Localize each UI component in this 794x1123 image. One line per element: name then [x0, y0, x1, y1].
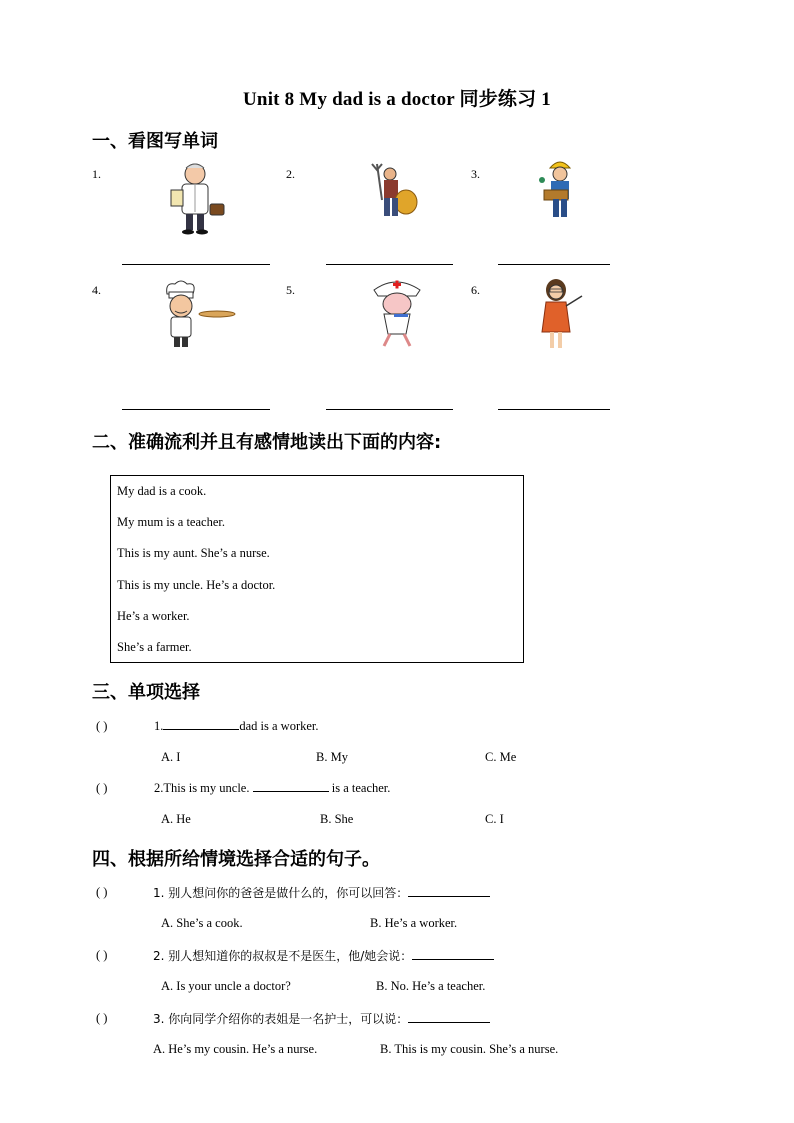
doctor-icon: [162, 160, 228, 236]
option-c[interactable]: C. Me: [485, 750, 517, 764]
question-1: [153, 884, 490, 901]
item-number: 6.: [471, 283, 480, 297]
answer-paren[interactable]: ( ): [96, 781, 108, 795]
item-number: 5.: [286, 283, 295, 297]
answer-line[interactable]: [122, 409, 270, 410]
answer-line[interactable]: [326, 264, 453, 265]
answer-paren[interactable]: ( ): [96, 948, 108, 962]
option-b[interactable]: B. He’s a worker.: [370, 916, 458, 930]
cook-icon: [155, 278, 237, 350]
item-number: 3.: [471, 167, 480, 181]
option-c[interactable]: C. I: [485, 812, 504, 826]
option-a[interactable]: A. I: [161, 750, 181, 764]
option-a[interactable]: A. She’s a cook.: [161, 916, 243, 930]
section-heading-4: 四、根据所给情境选择合适的句子。: [92, 849, 380, 870]
question-text: is a teacher.: [331, 781, 391, 795]
fill-blank[interactable]: [408, 1012, 490, 1023]
section-heading-2: 二、准确流利并且有感情地读出下面的内容:: [92, 432, 442, 453]
question-2: [153, 947, 494, 964]
question-text: 3. 你向同学介绍你的表姐是一名护士，可以说：: [153, 1012, 409, 1026]
fill-blank[interactable]: [408, 886, 490, 897]
answer-paren[interactable]: ( ): [96, 885, 108, 899]
answer-line[interactable]: [326, 409, 453, 410]
option-b[interactable]: B. My: [316, 750, 348, 764]
fill-blank[interactable]: [412, 949, 494, 960]
answer-line[interactable]: [498, 409, 610, 410]
reading-line: This is my aunt. She’s a nurse.: [117, 546, 270, 560]
reading-box: [110, 475, 524, 663]
section-heading-1: 一、看图写单词: [92, 131, 218, 152]
option-a[interactable]: A. He: [161, 812, 191, 826]
nurse-icon: [360, 278, 434, 348]
answer-line[interactable]: [498, 264, 610, 265]
question-2: [154, 781, 390, 796]
reading-line: He’s a worker.: [117, 609, 190, 623]
answer-line[interactable]: [122, 264, 270, 265]
farmer-icon: [368, 160, 418, 222]
question-number: 2.: [154, 781, 164, 795]
question-text: 2. 别人想知道你的叔叔是不是医生，他/她会说：: [153, 949, 413, 963]
option-a[interactable]: A. Is your uncle a doctor?: [161, 979, 291, 993]
worker-icon: [530, 158, 584, 224]
fill-blank[interactable]: [163, 719, 239, 730]
option-b[interactable]: B. No. He’s a teacher.: [376, 979, 486, 993]
answer-paren[interactable]: ( ): [96, 1011, 108, 1025]
reading-line: My dad is a cook.: [117, 484, 207, 498]
question-number: 1.: [154, 719, 164, 733]
item-number: 4.: [92, 283, 101, 297]
question-3: [153, 1010, 490, 1027]
reading-line: My mum is a teacher.: [117, 515, 225, 529]
question-1: [154, 719, 319, 734]
page-title: Unit 8 My dad is a doctor 同步练习 1: [243, 89, 551, 110]
item-number: 2.: [286, 167, 295, 181]
question-text: This is my uncle.: [163, 781, 250, 795]
teacher-icon: [538, 276, 586, 354]
reading-line: She’s a farmer.: [117, 640, 192, 654]
fill-blank[interactable]: [253, 781, 329, 792]
answer-paren[interactable]: ( ): [96, 719, 108, 733]
reading-line: This is my uncle. He’s a doctor.: [117, 578, 276, 592]
question-text: 1. 别人想问你的爸爸是做什么的，你可以回答：: [153, 886, 409, 900]
section-heading-3: 三、单项选择: [92, 682, 200, 703]
question-text: dad is a worker.: [239, 719, 319, 733]
option-a[interactable]: A. He’s my cousin. He’s a nurse.: [153, 1042, 318, 1056]
option-b[interactable]: B. She: [320, 812, 354, 826]
item-number: 1.: [92, 167, 101, 181]
option-b[interactable]: B. This is my cousin. She’s a nurse.: [380, 1042, 559, 1056]
